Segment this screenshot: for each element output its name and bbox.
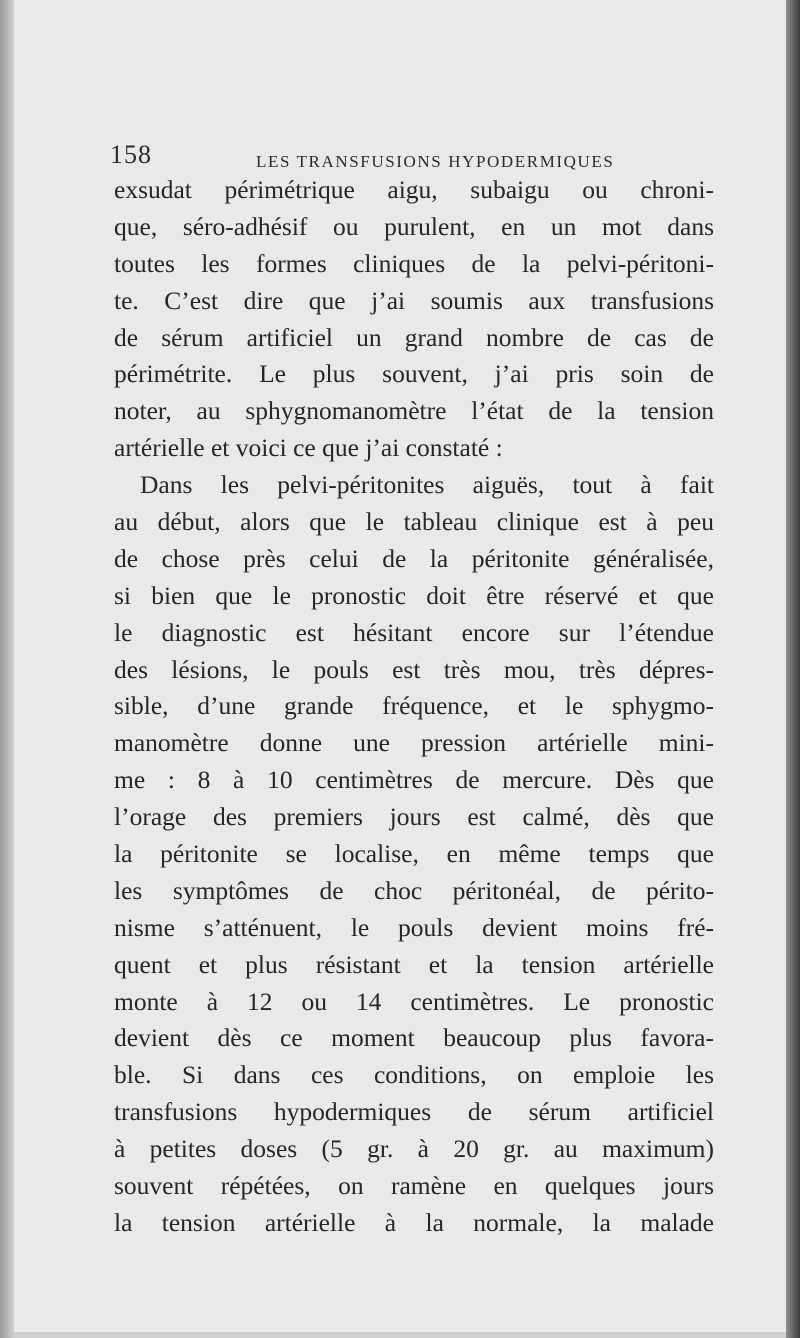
text-line: devient dès ce moment beaucoup plus favora- (114, 1023, 714, 1053)
text-line: l’orage des premiers jours est calmé, dès que (114, 802, 714, 832)
text-line: noter, au sphygnomanomètre l’état de la tension (114, 396, 714, 426)
text-line: nisme s’atténuent, le pouls devient moins fré- (114, 912, 714, 942)
text-line: manomètre donne une pression artérielle mini- (114, 728, 714, 758)
text-line: que, séro-adhésif ou purulent, en un mot dans (114, 211, 714, 241)
scan-left-edge (0, 0, 14, 1338)
text-line: la péritonite se localise, en même temps que (114, 839, 714, 869)
text-line: toutes les formes cliniques de la pelvi-péritoni- (114, 248, 714, 278)
text-line: le diagnostic est hésitant encore sur l’étendue (114, 617, 714, 647)
text-line: quent et plus résistant et la tension artérielle (114, 949, 714, 979)
text-line: si bien que le pronostic doit être réservé et que (114, 580, 714, 610)
text-line: périmétrite. Le plus souvent, j’ai pris soin de (114, 359, 714, 389)
text-line: au début, alors que le tableau clinique est à peu (114, 507, 714, 537)
scan-bottom-edge (14, 1332, 786, 1338)
text-line: sible, d’une grande fréquence, et le sphygmo- (114, 691, 714, 721)
scan-right-edge (786, 0, 800, 1338)
text-line: artérielle et voici ce que j’ai constaté : (114, 433, 503, 463)
body-text (114, 172, 714, 1242)
text-line: à petites doses (5 gr. à 20 gr. au maximum) (114, 1134, 714, 1164)
text-line: transfusions hypodermiques de sérum artificiel (114, 1097, 714, 1127)
text-line: me : 8 à 10 centimètres de mercure. Dès que (114, 765, 714, 795)
running-title: LES TRANSFUSIONS HYPODERMIQUES (256, 152, 615, 171)
text-line: ble. Si dans ces conditions, on emploie les (114, 1060, 714, 1090)
text-line: les symptômes de choc péritonéal, de périto- (114, 875, 714, 905)
text-line: exsudat périmétrique aigu, subaigu ou chroni- (114, 175, 714, 204)
text-line: des lésions, le pouls est très mou, très dépres- (114, 654, 714, 684)
page-number: 158 (110, 140, 152, 169)
text-line: te. C’est dire que j’ai soumis aux transfusions (114, 285, 714, 315)
text-line: la tension artérielle à la normale, la malade (114, 1207, 714, 1237)
text-line: de sérum artificiel un grand nombre de cas de (114, 322, 714, 352)
text-line: souvent répétées, on ramène en quelques jours (114, 1171, 714, 1201)
text-line: de chose près celui de la péritonite généralisée, (114, 543, 714, 573)
text-line: monte à 12 ou 14 centimètres. Le pronostic (114, 986, 714, 1016)
text-line: Dans les pelvi-péritonites aiguës, tout à fait (140, 470, 714, 500)
